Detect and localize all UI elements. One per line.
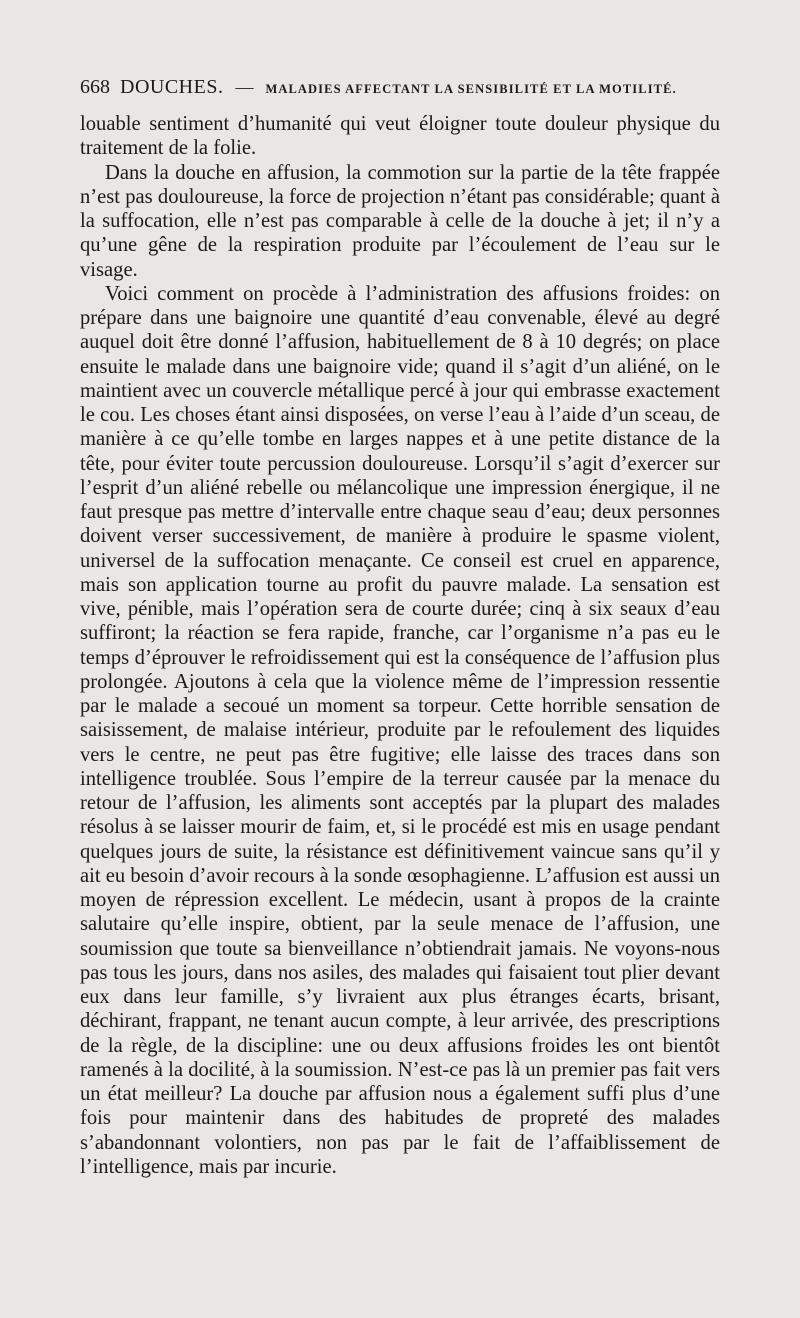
running-dash: — <box>235 77 254 97</box>
paragraph-affusion-procedure: Voici comment on procède à l’administration des affusions froides: on prépare dans une baignoire une quantité d’eau convenable, élevé au degré auquel doit être donné l’affusion, habituellement de 8 à 10 degrés; on place ensuite le malade dans une baignoire vide; quand il s’agit d’un aliéné, on le maintient avec un couvercle métallique percé à jour qui embrasse exactement le cou. Les choses étant ainsi disposées, on verse l’eau à l’aide d’un sceau, de manière à ce qu’elle tombe en larges nappes et à une petite distance de la tête, pour éviter toute percussion douloureuse. Lorsqu’il s’agit d’exercer sur l’esprit d’un aliéné rebelle ou mélancolique une impression énergique, il ne faut presque pas mettre d’intervalle entre chaque seau d’eau; deux personnes doivent verser successivement, de manière à produire le spasme violent, universel de la suffocation menaçante. Ce conseil est cruel en apparence, mais son application tourne au profit du pauvre malade. La sensation est vive, pénible, mais l’opération sera de courte durée; cinq à six seaux d’eau suffiront; la réaction se fera rapide, franche, car l’organisme n’a pas eu le temps d’éprouver le refroidissement qui est la conséquence de l’affusion plus prolongée. Ajoutons à cela que la violence même de l’impression ressentie par le malade a secoué un moment sa torpeur. Cette horrible sensation de saisissement, de malaise intérieur, produite par le refoulement des liquides vers le centre, ne peut pas être fugitive; elle laisse des traces dans son intelligence troublée. Sous l’empire de la terreur causée par la menace du retour de l’affusion, les aliments sont acceptés par la plupart des malades résolus à se laisser mourir de faim, et, si le procédé est mis en usage pendant quelques jours de suite, la résistance est définitivement vaincue sans qu’il y ait eu besoin d’avoir recours à la sonde œsophagienne. L’affusion est aussi un moyen de répression excellent. Le médecin, usant à propos de la crainte salutaire qu’elle inspire, obtient, par la seule menace de l’affusion, une soumission que toute sa bienveillance n’obtiendrait jamais. Ne voyons-nous pas tous les jours, dans nos asiles, des malades qui faisaient tout plier devant eux dans leur famille, s’y livraient aux plus étranges écarts, brisant, déchirant, frappant, ne tenant aucun compte, à leur arrivée, des prescriptions de la règle, de la discipline: une ou deux affusions froides les ont bientôt ramenés à la docilité, à la soumission. N’est-ce pas là un premier pas fait vers un état meilleur? La douche par affusion nous a également suffi plus d’une fois pour maintenir dans des habitudes de propreté des malades s’abandonnant volontiers, non pas par le fait de l’affaiblissement de l’intelligence, mais par incurie. <box>80 282 720 1178</box>
body-text <box>80 112 720 1179</box>
page-number: 668 <box>80 76 110 98</box>
running-title: DOUCHES. <box>120 76 224 98</box>
paragraph-continuation: louable sentiment d’humanité qui veut éloigner toute douleur physique du traitement de la folie. <box>80 113 720 160</box>
paragraph-affusion-commotion: Dans la douche en affusion, la commotion sur la partie de la tête frappée n’est pas douloureuse, la force de projection n’étant pas considérable; quant à la suffocation, elle n’est pas comparable à celle de la douche à jet; il n’y a qu’une gêne de la respiration produite par l’écoulement de l’eau sur le visage. <box>80 161 720 281</box>
running-header <box>80 76 720 104</box>
running-subtitle: MALADIES AFFECTANT LA SENSIBILITÉ ET LA MOTILITÉ. <box>265 82 677 96</box>
